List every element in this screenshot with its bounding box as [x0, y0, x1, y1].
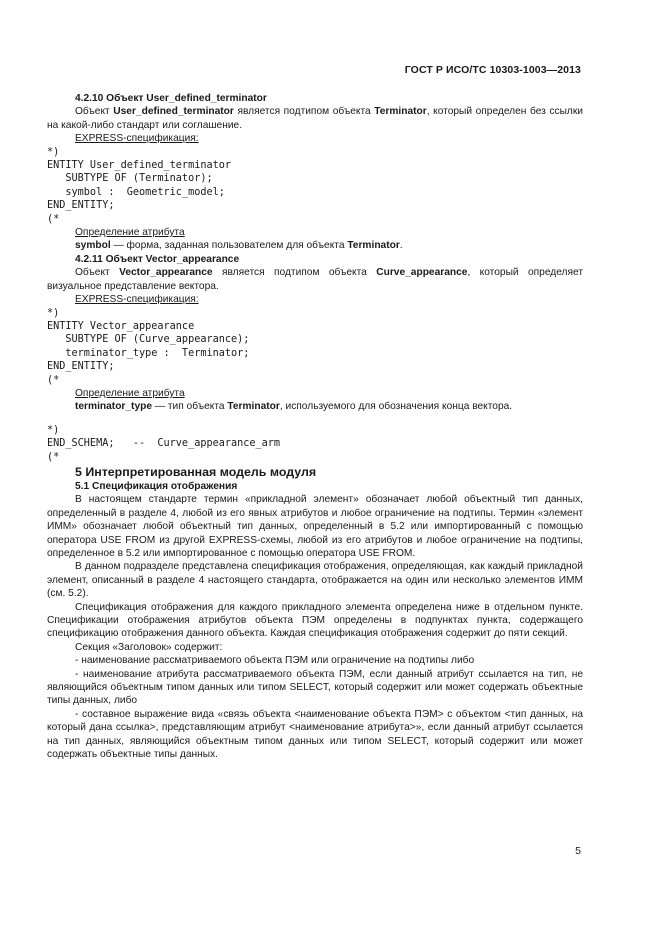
clause-description: Объект User_defined_terminator является подтипом объекта Terminator, который определен без ссылки на какой-либо стандарт или соглашение.	[47, 106, 583, 131]
list-item: - наименование атрибута рассматриваемого объекта ПЭМ, если данный атрибут ссылается на тип, не являющийся объектным типом данных или типом SELECT, который содержит или может содержать объектные типы данных, либо	[47, 668, 583, 707]
clause-description: Объект Vector_appearance является подтипом объекта Curve_appearance, который определяет визуальное представление вектора.	[47, 267, 584, 292]
paragraph: В настоящем стандарте термин «прикладной элемент» обозначает любой объектный тип данных, определенный в разделе 4, любой из его явных атрибутов и любое ограничение на подтипы. Термин «элемент ИММ» обозначает любой объектный тип данных, определенный в 5.2 или импортированный с помощью оператора USE FROM из другой EXPRESS-схемы, любой из его атрибутов и любое ограничение на подтипы, определенное в 5.2 или импортированное с помощью оператора USE FROM.	[47, 494, 583, 559]
subsection-title: 5.1 Спецификация отображения	[75, 480, 238, 492]
section-title: 5 Интерпретированная модель модуля	[75, 464, 317, 479]
paragraph: Секция «Заголовок» содержит:	[75, 641, 223, 653]
page-number: 5	[575, 845, 581, 857]
attribute-definition: terminator_type — тип объекта Terminator, используемого для обозначения конца вектора.	[75, 401, 513, 413]
paragraph: Спецификация отображения для каждого прикладного элемента определена ниже в отдельном пункте. Спецификации отображения атрибутов объекта ПЭМ определены в подпунктах пункта, содержащего спецификацию отображения данного объекта. Каждая спецификация отображения содержит до пяти секций.	[47, 601, 583, 640]
express-code-block: *) ENTITY User_defined_terminator SUBTYPE OF (Terminator); symbol : Geometric_model; END_ENTITY; (*	[47, 146, 232, 225]
paragraph: В данном подразделе представлена спецификация отображения, определяющая, как каждый прикладной элемент, описанный в разделе 4 настоящего стандарта, отображается на один или несколько элементов ИММ (см. 5.2).	[47, 561, 583, 600]
express-spec-label: EXPRESS-спецификация:	[75, 133, 199, 145]
express-code-block: *) ENTITY Vector_appearance SUBTYPE OF (Curve_appearance); terminator_type : Terminator; END_ENTITY; (*	[47, 307, 250, 386]
list-item: - составное выражение вида «связь объекта <наименование объекта ПЭМ> с объектом <тип данных, на который дана ссылка>, представляющим атрибут <наименование атрибута>», если данный атрибут ссылается на тип данных, являющийся объектным типом данных или типом SELECT, который содержит или может содержать объектные типы данных.	[47, 708, 583, 761]
attribute-heading: Определение атрибута	[75, 227, 185, 239]
document-body	[47, 92, 583, 762]
attribute-definition: symbol — форма, заданная пользователем для объекта Terminator.	[75, 240, 403, 252]
express-spec-label: EXPRESS-спецификация:	[75, 294, 199, 306]
schema-end-code: *) END_SCHEMA; -- Curve_appearance_arm (*	[47, 424, 281, 463]
attribute-heading: Определение атрибута	[75, 387, 185, 399]
document-header: ГОСТ Р ИСО/ТС 10303-1003—2013	[404, 64, 581, 76]
clause-title-user-defined-terminator: 4.2.10 Объект User_defined_terminator	[75, 93, 267, 104]
list-item: - наименование рассматриваемого объекта ПЭМ или ограничение на подтипы либо	[75, 655, 475, 667]
clause-title-vector-appearance: 4.2.11 Объект Vector_appearance	[75, 253, 240, 265]
